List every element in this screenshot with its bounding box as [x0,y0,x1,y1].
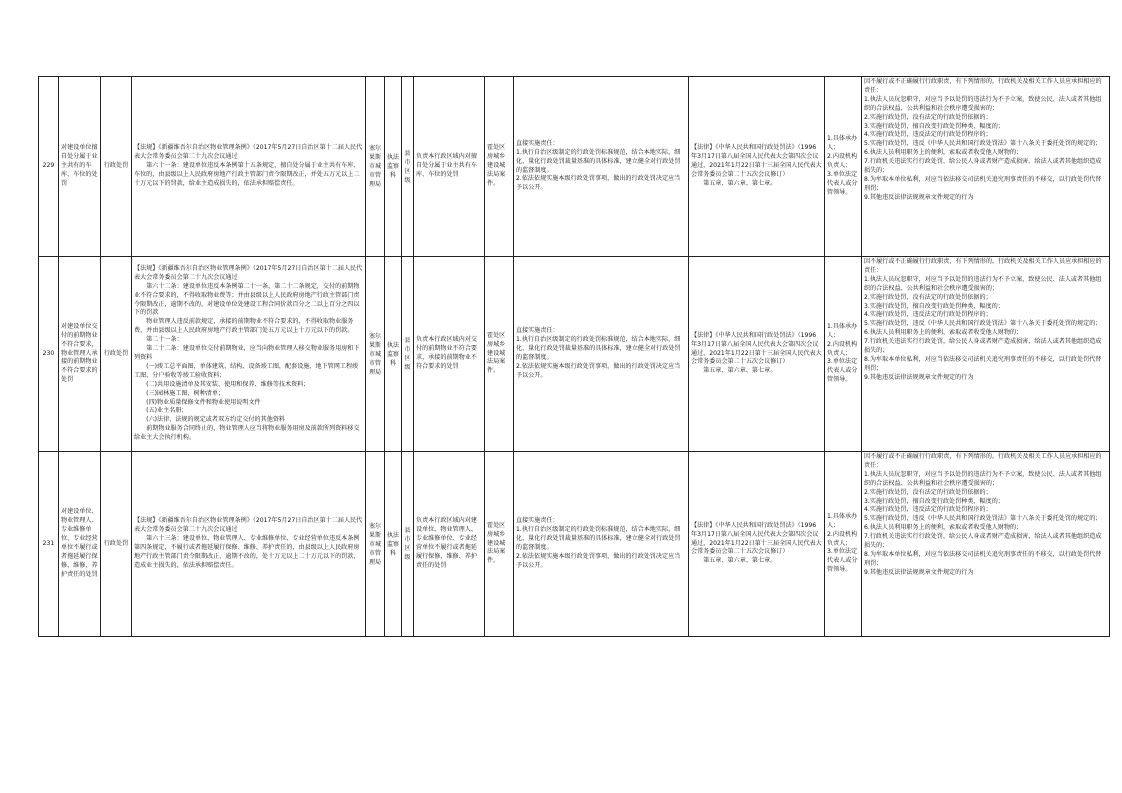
section [385,257,402,452]
legal-basis: 【法规】《新疆维吾尔自治区物业管理条例》（2017年5月27日自治区第十二届人民代表大会常务委员会第二十九次会议通过 第六十一条：建设单位违反本条例第十五条规定，擅自处分属于业主共有车库、车位的，由县级以上人民政府房地产行政主管部门责令限期改正，并处五万元以上二十万元以下的罚款，给业主造成损失的，依法承担赔偿责任。 [132,77,366,257]
level-text: 县市区级 [404,337,411,371]
cooperating-unit: 霍处区房城乡建设城法局案件。 [485,77,514,257]
row-number: 229 [39,77,59,257]
scope: 负责本行政区域内对擅自处分属于业主共有车库、车位的处罚 [414,77,485,257]
item-type: 行政处罚 [101,77,132,257]
duty-legal-basis: 【法律】《中华人民共和国行政处罚法》（1996年3月17日第八届全国人民代表大会第四次会议通过，2021年1月22日第十三届全国人民代表大会常务委员会第二十五次会议修订） 第五章、第六章、第七章。 [689,452,825,637]
item-name: 对建设单位擅自处分属于业主共有的车库、车位的处罚 [59,77,101,257]
responsible-subject: 1.具体承办人； 2.内设机构负责人； 3.单位法定代表人或分管领导。 [825,77,862,257]
department-text: 塞尔果斯市城市管理局 [368,145,381,188]
item-type: 行政处罚 [101,452,132,637]
duty-legal-basis: 【法律】《中华人民共和国行政处罚法》（1996年3月17日第八届全国人民代表大会第四次会议通过，2021年1月22日第十三届全国人民代表大会常务委员会第二十五次会议修订） 第五章、第六章、第七章。 [689,77,825,257]
duty-legal-basis: 【法律】《中华人民共和国行政处罚法》（1996年3月17日第八届全国人民代表大会第四次会议通过，2021年1月22日第十三届全国人民代表大会常务委员会第二十五次会议修订） 第五章、第六章、第七章。 [689,257,825,452]
duty-content: 直接实施责任： 1.执行自治区级制定的行政处罚标准规范，结合本地实际，细化、量化行政处罚裁量基准的具体标准，建立健全对行政处罚的监督制度。 2.依法依规实施本级行政处罚事项，做出的行政处罚决定应当予以公开。 [514,452,689,637]
section [385,452,402,637]
responsible-subject: 1.具体承办人； 2.内设机构负责人； 3.单位法定代表人或分管领导。 [825,452,862,637]
level-text: 县市区级 [404,149,411,184]
row-number: 231 [39,452,59,637]
section-text: 执法监察科 [386,154,399,179]
duty-content: 直接实施责任： 1.执行自治区级制定的行政处罚标准规范，结合本地实际，细化、量化行政处罚裁量基准的具体标准，建立健全对行政处罚的监督制度。 2.依法依规实施本级行政处罚事项，做出的行政处罚决定应当予以公开。 [514,257,689,452]
item-type: 行政处罚 [101,257,132,452]
legal-basis: 【法规】《新疆维吾尔自治区物业管理条例》（2017年5月27日自治区第十二届人民代表大会常务委员会第二十九次会议通过 第六十三条：建设单位、物业管理人、专业维修单位、专业经营单位违反本条例第四条规定，不履行或者拖延履行保修、维修、养护责任的，由县级以上人民政府房地产行政主管部门责令限期改正，逾期不改的，处十万元以上二十万元以下的罚款，造成业主损失的，依法承担赔偿责任。 [132,452,366,637]
duty-content: 直接实施责任： 1.执行自治区级制定的行政处罚标准规范，结合本地实际，细化、量化行政处罚裁量基准的具体标准，建立健全对行政处罚的监督制度。 2.依法依规实施本级行政处罚事项，做出的行政处罚决定应当予以公开。 [514,77,689,257]
scope: 负责本行政区域内对建设单位、物业管理人、专业维修单位、专业经营单位不履行或者拖延履行保修、维修、养护责任的处罚 [414,452,485,637]
department [366,452,385,637]
department-text: 塞尔果斯市城市管理局 [368,332,381,376]
department-text: 塞尔果斯市城市管理局 [368,522,381,566]
table-row [39,77,1110,257]
legal-basis: 【法规】《新疆维吾尔自治区物业管理条例》（2017年5月27日自治区第十二届人民代表大会常务委员会第二十九次会议通过 第六十二条：建设单位违反本条例第二十一条、第二十二条规定，交付的前期物业不符合要求的，不得收取物业费等；并由县级以上人民政府房地产行政主管部门责令限期改正，逾期不改的，对建设单位处建设工程合同价款百分之二以上百分之四以下的罚款 物业管理人违反前款规定，承接的前期物业不符合要求的，不得收取物业服务费，并由县级以上人民政府房地产行政主管部门处五万元以上十万元以下的罚款。 第二十一条： 第二十二条：建设单位交付前期物业，应当向物业管理人移交物业服务用房和下列资料 (一)竣工总平面图，单体建筑、结构、设备竣工图，配套设施、地下管网工程竣工图，分户验收等竣工验收资料； (二)共用设施清单及其安装、使用和保养、维修等技术资料； (三)园林施工图、树种清单； (四)物业质量保修文件和物业使用说明文件 (五)业主名册； (六)法律、法规的规定或者双方约定交付的其他资料 前期物业服务合同终止的，物业管理人应当将物业服务用房及前款所列资料移交给业主大会执行机构。 [132,257,366,452]
item-name: 对建设单位交付的前期物业不符合要求，物业管理人承接的前期物业不符合要求的处罚 [59,257,101,452]
department [366,77,385,257]
level-text: 县市区级 [404,527,411,561]
department [366,257,385,452]
level [402,77,414,257]
row-number: 230 [39,257,59,452]
section-text: 执法监察科 [386,341,399,367]
level [402,452,414,637]
cooperating-unit: 霍处区房城乡建设城法局案件。 [485,257,514,452]
table-row [39,257,1110,452]
section-text: 执法监察科 [386,531,399,557]
accountability-cases: 因不履行或不正确履行行政职责，有下列情形的，行政机关及相关工作人员应承担相应的责任： 1.执法人员玩忽职守，对应当予以处罚的违法行为不予立案，致使公民、法人或者其他组织的合法权益、公共利益和社会秩序遭受损害的； 2.实施行政处罚，没有法定的行政处罚依据的； 3.实施行政处罚，擅自改变行政处罚种类、幅度的； 4.实施行政处罚，违反法定的行政处罚程序的； 5.实施行政处罚，违反《中华人民共和国行政处罚法》第十八条关于委托处罚的规定的； 6.执法人员利用职务上的便利，索取或者收受他人财物的； 7.行政机关违法实行行政处罚，给公民人身或者财产造成损害、给法人或者其他组织造成损失的； 8.为牟取本单位私利，对应当依法移交司法机关追究刑事责任的不移交，以行政处罚代替刑罚； 9.其他违反法律法规规章文件规定的行为 [862,77,1110,257]
responsible-subject: 1.具体承办人； 2.内设机构负责人； 3.单位法定代表人或分管领导。 [825,257,862,452]
cooperating-unit: 霍处区房城乡建设城法局案件。 [485,452,514,637]
section [385,77,402,257]
accountability-cases: 因不履行或不正确履行行政职责，有下列情形的，行政机关及相关工作人员应承担相应的责任： 1.执法人员玩忽职守，对应当予以处罚的违法行为不予立案，致使公民、法人或者其他组织的合法权益、公共利益和社会秩序遭受损害的； 2.实施行政处罚，没有法定的行政处罚依据的； 3.实施行政处罚，擅自改变行政处罚种类、幅度的； 4.实施行政处罚，违反法定的行政处罚程序的； 5.实施行政处罚，违反《中华人民共和国行政处罚法》第十八条关于委托处罚的规定的； 6.执法人员利用职务上的便利，索取或者收受他人财物的； 7.行政机关违法实行行政处罚，给公民人身或者财产造成损害、给法人或者其他组织造成损失的； 8.为牟取本单位私利，对应当依法移交司法机关追究刑事责任的不移交，以行政处罚代替刑罚； 9.其他违反法律法规规章文件规定的行为 [862,257,1110,452]
level [402,257,414,452]
table-row [39,452,1110,637]
scope: 负责本行政区域内对交付的前期物业不符合要求，承接的前期物业不符合要求的处罚 [414,257,485,452]
accountability-cases: 因不履行或不正确履行行政职责，有下列情形的，行政机关及相关工作人员应承担相应的责任： 1.执法人员玩忽职守，对应当予以处罚的违法行为不予立案，致使公民、法人或者其他组织的合法权益、公共利益和社会秩序遭受损害的； 2.实施行政处罚，没有法定的行政处罚依据的； 3.实施行政处罚，擅自改变行政处罚种类、幅度的； 4.实施行政处罚，违反法定的行政处罚程序的； 5.实施行政处罚，违反《中华人民共和国行政处罚法》第十八条关于委托处罚的规定的； 6.执法人员利用职务上的便利，索取或者收受他人财物的； 7.行政机关违法实行行政处罚，给公民人身或者财产造成损害、给法人或者其他组织造成损失的； 8.为牟取本单位私利，对应当依法移交司法机关追究刑事责任的不移交，以行政处罚代替刑罚； 9.其他违反法律法规规章文件规定的行为 [862,452,1110,637]
item-name: 对建设单位、物业管理人、专业维修单位、专业经营单位不履行或者拖延履行保修、维修、养护责任的处罚 [59,452,101,637]
responsibility-table [38,76,1110,637]
